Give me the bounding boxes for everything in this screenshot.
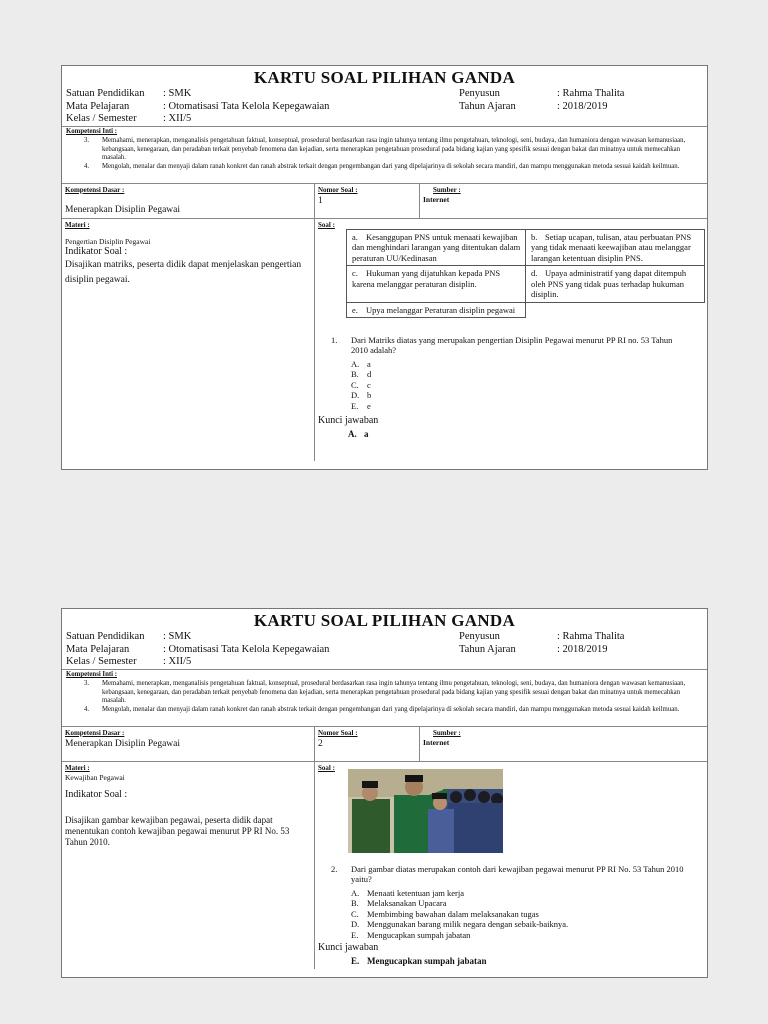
question-number: 1.	[331, 334, 338, 345]
penyusun-label: Penyusun	[459, 631, 500, 642]
kelas-label: Kelas / Semester	[66, 113, 137, 124]
indikator-label: Indikator Soal :	[65, 788, 128, 800]
nomor-label: Nomor Soal :	[318, 728, 358, 737]
mapel-label: Mata Pelajaran	[66, 643, 130, 655]
choices	[351, 359, 371, 412]
kd-value: Menerapkan Disiplin Pegawai	[65, 738, 181, 749]
kelas-value: : XII/5	[163, 113, 192, 124]
matrix-cell: c. Hukuman yang dijatuhkan kepada PNS karena melanggar peraturan disiplin.	[347, 266, 526, 303]
matrix-cell: a. Kesanggupan PNS untuk menaati kewajiban dan menghindari larangan yang ditentukan dalam peraturan UU/Kedinasan	[347, 229, 526, 266]
choice-d[interactable]: D. Menggunakan barang milik negara dengan sebaik-baiknya.	[351, 919, 569, 930]
choice-c[interactable]: C. Membimbing bawahan dalam melaksanakan tugas	[351, 908, 539, 919]
soal-label: Soal :	[318, 763, 335, 772]
satuan-label: Satuan Pendidikan	[66, 631, 145, 642]
card-title: KARTU SOAL PILIHAN GANDA	[253, 611, 516, 630]
ki3-text: Memahami, menerapkan, menganalisis pengetahuan faktual, konseptual, prosedural berdasarkan rasa ingin tahunya tentang ilmu pengetahuan, teknologi, seni, budaya, dan humaniora dengan wawasan kemanusiaan, kebangsaan, kenegaraan, dan peradaban terkait penyebab fenomena dan kejadian, serta menerapkan pengetahuan prosedural pada bidang kajian yang spesifik sesuai dengan bakat dan minatnya untuk memecahkan masalah.	[102, 136, 686, 162]
question-card-2	[61, 608, 708, 978]
ki4-number: 4.	[84, 163, 90, 171]
sumber-value: Internet	[423, 737, 450, 747]
meta-row	[62, 184, 707, 219]
kd-label: Kompetensi Dasar :	[65, 185, 125, 194]
option-matrix	[346, 229, 705, 319]
tahun-value: : 2018/2019	[557, 643, 608, 655]
choice-b[interactable]: B. Melaksanakan Upacara	[351, 898, 447, 909]
choice-e[interactable]: E. Mengucapkan sumpah jabatan	[351, 929, 471, 940]
ki4-text: Mengolah, menalar dan menyaji dalam ranah konkret dan ranah abstrak terkait dengan pengembangan dari yang dipelajarinya di sekolah secara mandiri, dan mampu menggunakan metoda sesuai kaidah keilmuan.	[102, 163, 680, 171]
indikator-label: Indikator Soal :	[65, 245, 128, 257]
mapel-label: Mata Pelajaran	[66, 100, 130, 112]
card-info	[62, 88, 707, 126]
ki3-number: 3.	[84, 679, 90, 687]
materi-value: Pengertian Disiplin Pegawai	[65, 236, 151, 246]
sumber-label: Sumber :	[433, 728, 461, 737]
choice-d[interactable]: D. b	[351, 390, 372, 401]
choice-e[interactable]: E. e	[351, 400, 371, 411]
satuan-label: Satuan Pendidikan	[66, 88, 145, 99]
ki-label: Kompetensi Inti :	[66, 128, 117, 135]
kelas-value: : XII/5	[163, 656, 192, 667]
choice-a[interactable]: A. a	[351, 358, 371, 369]
materi-label: Materi :	[65, 220, 90, 229]
question-text: Dari gambar diatas merupakan contoh dari kewajiban pegawai menurut PP RI No. 53 Tahun 2010 yaitu?	[351, 863, 684, 885]
satuan-value: : SMK	[163, 88, 192, 99]
indikator-text: Disajikan matriks, peserta didik dapat menjelaskan pengertian disiplin pegawai.	[65, 259, 302, 285]
kompetensi-inti	[62, 669, 707, 727]
matrix-cell: d. Upaya administratif yang dapat ditempuh oleh PNS yang tidak puas terhadap hukuman disiplin.	[526, 266, 705, 303]
mapel-value: : Otomatisasi Tata Kelola Kepegawaian	[163, 100, 330, 112]
soal-label: Soal :	[318, 220, 335, 229]
ki4-text: Mengolah, menalar dan menyaji dalam ranah konkret dan ranah abstrak terkait dengan pengembangan dari yang dipelajarinya di sekolah secara mandiri, dan mampu menggunakan metoda sesuai kaidah keilmuan.	[102, 706, 680, 714]
answer-key: A. a	[348, 428, 369, 439]
choices	[351, 888, 568, 941]
matrix-cell: e. Upya melanggar Peraturan disiplin pegawai	[347, 302, 526, 318]
mapel-value: : Otomatisasi Tata Kelola Kepegawaian	[163, 643, 330, 655]
answer-key: E. Mengucapkan sumpah jabatan	[351, 955, 487, 966]
materi-label: Materi :	[65, 763, 90, 772]
nomor-value: 2	[318, 738, 323, 749]
kunci-label: Kunci jawaban	[318, 941, 379, 953]
kd-label: Kompetensi Dasar :	[65, 728, 125, 737]
question-card-1	[61, 65, 708, 470]
choice-b[interactable]: B. d	[351, 369, 372, 380]
ki-label: Kompetensi Inti :	[66, 671, 117, 678]
tahun-value: : 2018/2019	[557, 100, 608, 112]
card-body	[62, 219, 707, 461]
sumber-label: Sumber :	[433, 185, 461, 194]
question	[331, 864, 701, 885]
card-title: KARTU SOAL PILIHAN GANDA	[253, 68, 516, 87]
nomor-value: 1	[318, 195, 323, 206]
satuan-value: : SMK	[163, 631, 192, 642]
choice-c[interactable]: C. c	[351, 379, 371, 390]
penyusun-value: : Rahma Thalita	[557, 631, 625, 642]
materi-value: Kewajiban Pegawai	[65, 772, 125, 782]
question-text: Dari Matriks diatas yang merupakan pengertian Disiplin Pegawai menurut PP RI no. 53 Tahun 2010 adalah?	[351, 334, 673, 356]
ki4-number: 4.	[84, 706, 90, 714]
matrix-cell: b. Setiap ucapan, tulisan, atau perbuatan PNS yang tidak menaati keewajiban atau melanggar larangan ketentuan disiplin PNS.	[526, 229, 705, 266]
kelas-label: Kelas / Semester	[66, 656, 137, 667]
ki3-text: Memahami, menerapkan, menganalisis pengetahuan faktual, konseptual, prosedural berdasarkan rasa ingin tahunya tentang ilmu pengetahuan, teknologi, seni, budaya, dan humaniora dengan wawasan kemanusiaan, kebangsaan, kenegaraan, dan peradaban terkait penyebab fenomena dan kejadian, serta menerapkan pengetahuan prosedural pada bidang kajian yang spesifik sesuai dengan bakat dan minatnya untuk memecahkan masalah.	[102, 679, 686, 705]
nomor-label: Nomor Soal :	[318, 185, 358, 194]
card-info	[62, 631, 707, 669]
penyusun-value: : Rahma Thalita	[557, 88, 625, 99]
ceremony-photo	[348, 769, 503, 853]
kd-value: Menerapkan Disiplin Pegawai	[65, 204, 181, 215]
sumber-value: Internet	[423, 194, 450, 204]
question-number: 2.	[331, 863, 338, 874]
card-body	[62, 762, 707, 969]
indikator-text: Disajikan gambar kewajiban pegawai, peserta didik dapat menentukan contoh kewajiban pegawai menurut PP RI No. 53 Tahun 2010.	[65, 814, 290, 847]
tahun-label: Tahun Ajaran	[459, 643, 516, 655]
penyusun-label: Penyusun	[459, 88, 500, 99]
question	[331, 335, 691, 356]
kompetensi-inti	[62, 126, 707, 184]
ki3-number: 3.	[84, 136, 90, 144]
choice-a[interactable]: A. Menaati ketentuan jam kerja	[351, 887, 464, 898]
tahun-label: Tahun Ajaran	[459, 100, 516, 112]
meta-row	[62, 727, 707, 762]
kunci-label: Kunci jawaban	[318, 414, 379, 426]
